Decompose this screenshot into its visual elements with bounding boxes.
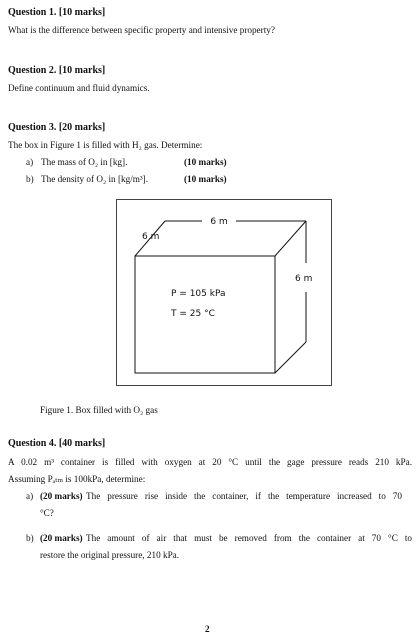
question-3-intro: The box in Figure 1 is filled with H₂ gas. Determine: xyxy=(8,140,203,150)
question-4-intro-line-2: Assuming Pₐₜₘ is 100kPa, determine: xyxy=(8,474,146,484)
dimension-top-label: 6 m xyxy=(210,217,228,227)
question-3-item-a-text: The mass of O₂ in [kg]. xyxy=(41,157,128,167)
question-1-text: What is the difference between specific property and intensive property? xyxy=(8,25,275,35)
dimension-left-label: 6 m xyxy=(142,232,160,242)
question-2-heading: Question 2. [10 marks] xyxy=(8,65,106,76)
figure-caption: Figure 1. Box filled with O₂ gas xyxy=(40,405,158,415)
pressure-label: P = 105 kPa xyxy=(171,289,226,299)
question-3-item-a-marks: (10 marks) xyxy=(184,157,227,167)
dimension-right-label: 6 m xyxy=(295,274,313,284)
question-4-item-a-marks: (20 marks) xyxy=(40,491,83,501)
question-3-item-b-marks: (10 marks) xyxy=(184,174,227,184)
question-2-text: Define continuum and fluid dynamics. xyxy=(8,83,150,93)
temperature-label: T = 25 °C xyxy=(171,309,215,319)
question-4-item-b-line-1: The amount of air that must be removed from the container at 70 °C to xyxy=(86,533,412,543)
box-diagram xyxy=(116,199,332,386)
question-3-item-b-label: b) xyxy=(26,174,34,184)
question-4-item-a-label: a) xyxy=(26,491,34,501)
question-4-item-b-marks: (20 marks) xyxy=(40,533,83,543)
question-4-item-a-line-1: The pressure rise inside the container, if the temperature increased to 70 xyxy=(86,491,402,501)
question-3-item-a-label: a) xyxy=(26,157,34,167)
box-top-right-edge xyxy=(275,221,306,256)
question-4-item-b-label: b) xyxy=(26,533,34,543)
question-3-item-b-text: The density of O₂ in [kg/m³]. xyxy=(41,174,149,184)
question-4-heading: Question 4. [40 marks] xyxy=(8,438,106,449)
question-4-intro-line-1: A 0.02 m³ container is filled with oxygen at 20 °C until the gage pressure reads 210 kPa. xyxy=(8,457,412,467)
page-number: 2 xyxy=(205,624,210,634)
question-4-item-a-line-2: °C? xyxy=(40,508,54,518)
question-3-heading: Question 3. [20 marks] xyxy=(8,122,106,133)
question-4-item-b-line-2: restore the original pressure, 210 kPa. xyxy=(40,550,180,560)
question-1-heading: Question 1. [10 marks] xyxy=(8,7,106,18)
box-bottom-right-edge xyxy=(275,342,306,373)
